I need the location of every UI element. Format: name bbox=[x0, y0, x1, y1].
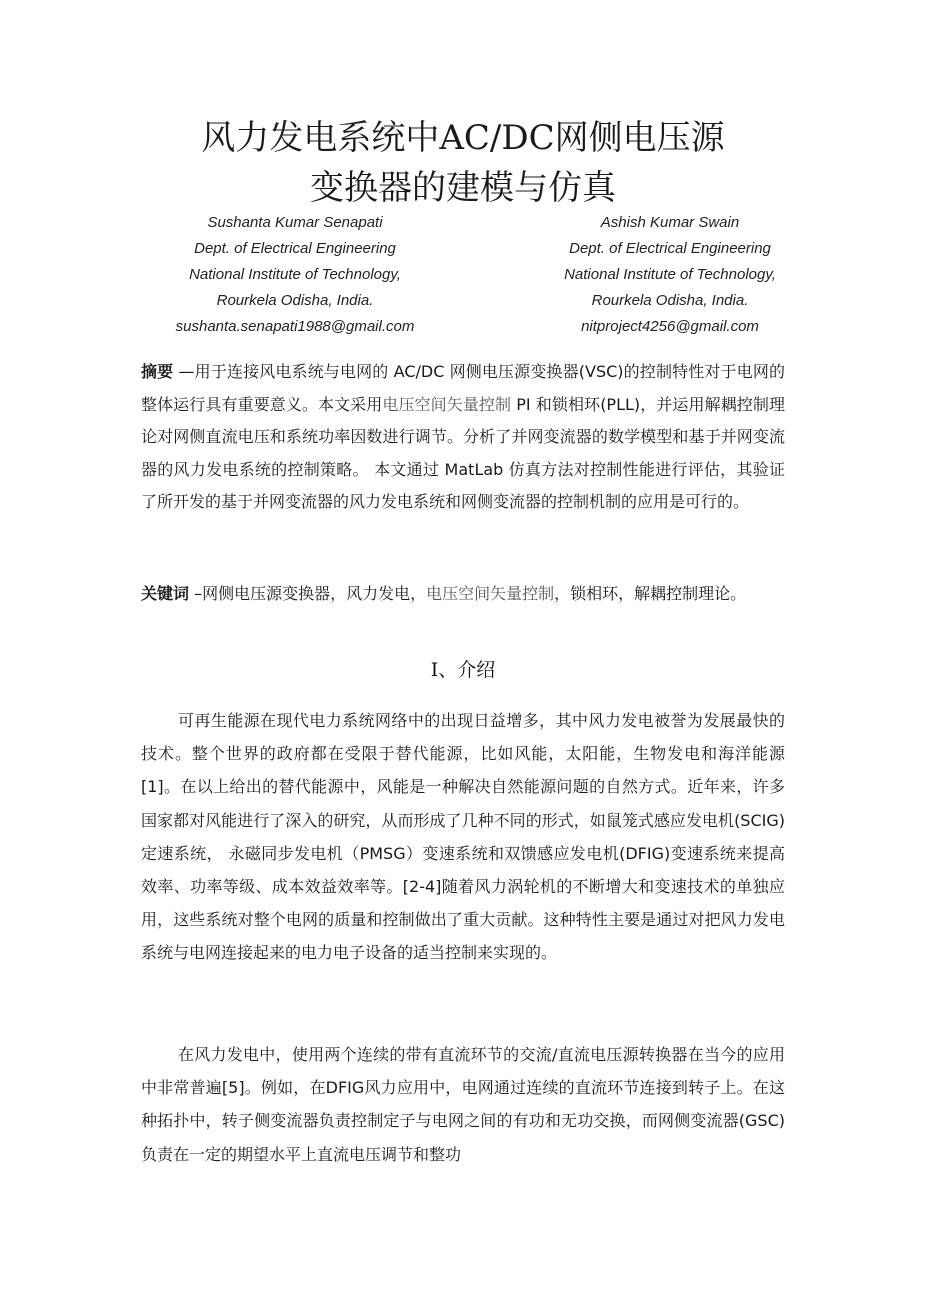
keywords-text-b: ，锁相环，解耦控制理论。 bbox=[554, 584, 747, 603]
author-location: Rourkela Odisha, India. bbox=[591, 292, 749, 309]
author-name: Ashish Kumar Swain bbox=[600, 214, 740, 231]
paragraph-1: 可再生能源在现代电力系统网络中的出现日益增多，其中风力发电被誉为发展最快的技术。整个世界的政府都在受限于替代能源，比如风能，太阳能，生物发电和海洋能源[1]。在以上给出的替代能源中，风能是一种解决自然能源问题的自然方式。近年来，许多国家都对风能进行了深入的研究，从而形成了几种不同的形式，如鼠笼式感应发电机(SCIG)定速系统， 永磁同步发电机（PMSG）变速系统和双馈感应发电机(DFIG)变速系统来提高效率、功率等级、成本效益效率等。[2-4]随着风力涡轮机的不断增大和变速技术的单独应用，这些系统对整个电网的质量和控制做出了重大贡献。这种特性主要是通过对把风力发电系统与电网连接起来的电力电子设备的适当控制来实现的。 bbox=[141, 711, 785, 963]
keywords-highlight: 电压空间矢量控制 bbox=[426, 584, 555, 603]
author-dept: Dept. of Electrical Engineering bbox=[569, 240, 771, 257]
paper-title-line-2: 变换器的建模与仿真 bbox=[310, 168, 616, 208]
author-dept: Dept. of Electrical Engineering bbox=[194, 240, 396, 257]
keywords-label: 关键词 bbox=[141, 584, 190, 603]
author-email: sushanta.senapati1988@gmail.com bbox=[175, 318, 415, 335]
keywords bbox=[141, 578, 785, 611]
author-name: Sushanta Kumar Senapati bbox=[207, 214, 383, 231]
paper-title-line-1: 风力发电系统中AC/DC网侧电压源 bbox=[201, 118, 725, 158]
abstract-text-a: —用于连接风电系统与电网的 AC/DC 网侧电压源变换器(VSC)的控制特性对于电网的整体运行具有重要意义。本文采用 bbox=[141, 362, 785, 414]
author-institute: National Institute of Technology, bbox=[189, 266, 401, 283]
abstract-highlight: 电压空间矢量控制 bbox=[382, 394, 512, 414]
abstract-label: 摘要 bbox=[141, 362, 174, 381]
section-heading-introduction: Ⅰ、介绍 bbox=[430, 659, 496, 681]
author-block-1 bbox=[150, 210, 440, 340]
paragraph-2: 在风力发电中，使用两个连续的带有直流环节的交流/直流电压源转换器在当今的应用中非常普遍[5]。例如，在DFIG风力应用中，电网通过连续的直流环节连接到转子上。在这种拓扑中，转子侧变流器负责控制定子与电网之间的有功和无功交换，而网侧变流器(GSC)负责在一定的期望水平上直流电压调节和整功 bbox=[141, 1045, 785, 1164]
author-email: nitproject4256@gmail.com bbox=[581, 318, 759, 335]
abstract bbox=[141, 356, 785, 519]
author-location: Rourkela Odisha, India. bbox=[216, 292, 374, 309]
author-institute: National Institute of Technology, bbox=[564, 266, 776, 283]
abstract-text-b: PI 和锁相环(PLL)，并运用解耦控制理论对网侧直流电压和系统功率因数进行调节。分析了并网变流器的数学模型和基于并网变流器的风力发电系统的控制策略。 本文通过 MatLab 仿真方法对控制性能进行评估，其验证了所开发的基于并网变流器的风力发电系统和网侧变流器的控制机制的应用是可行的。 bbox=[141, 394, 785, 511]
keywords-text-a: –网侧电压源变换器，风力发电， bbox=[189, 584, 427, 603]
author-block-2 bbox=[520, 210, 820, 340]
